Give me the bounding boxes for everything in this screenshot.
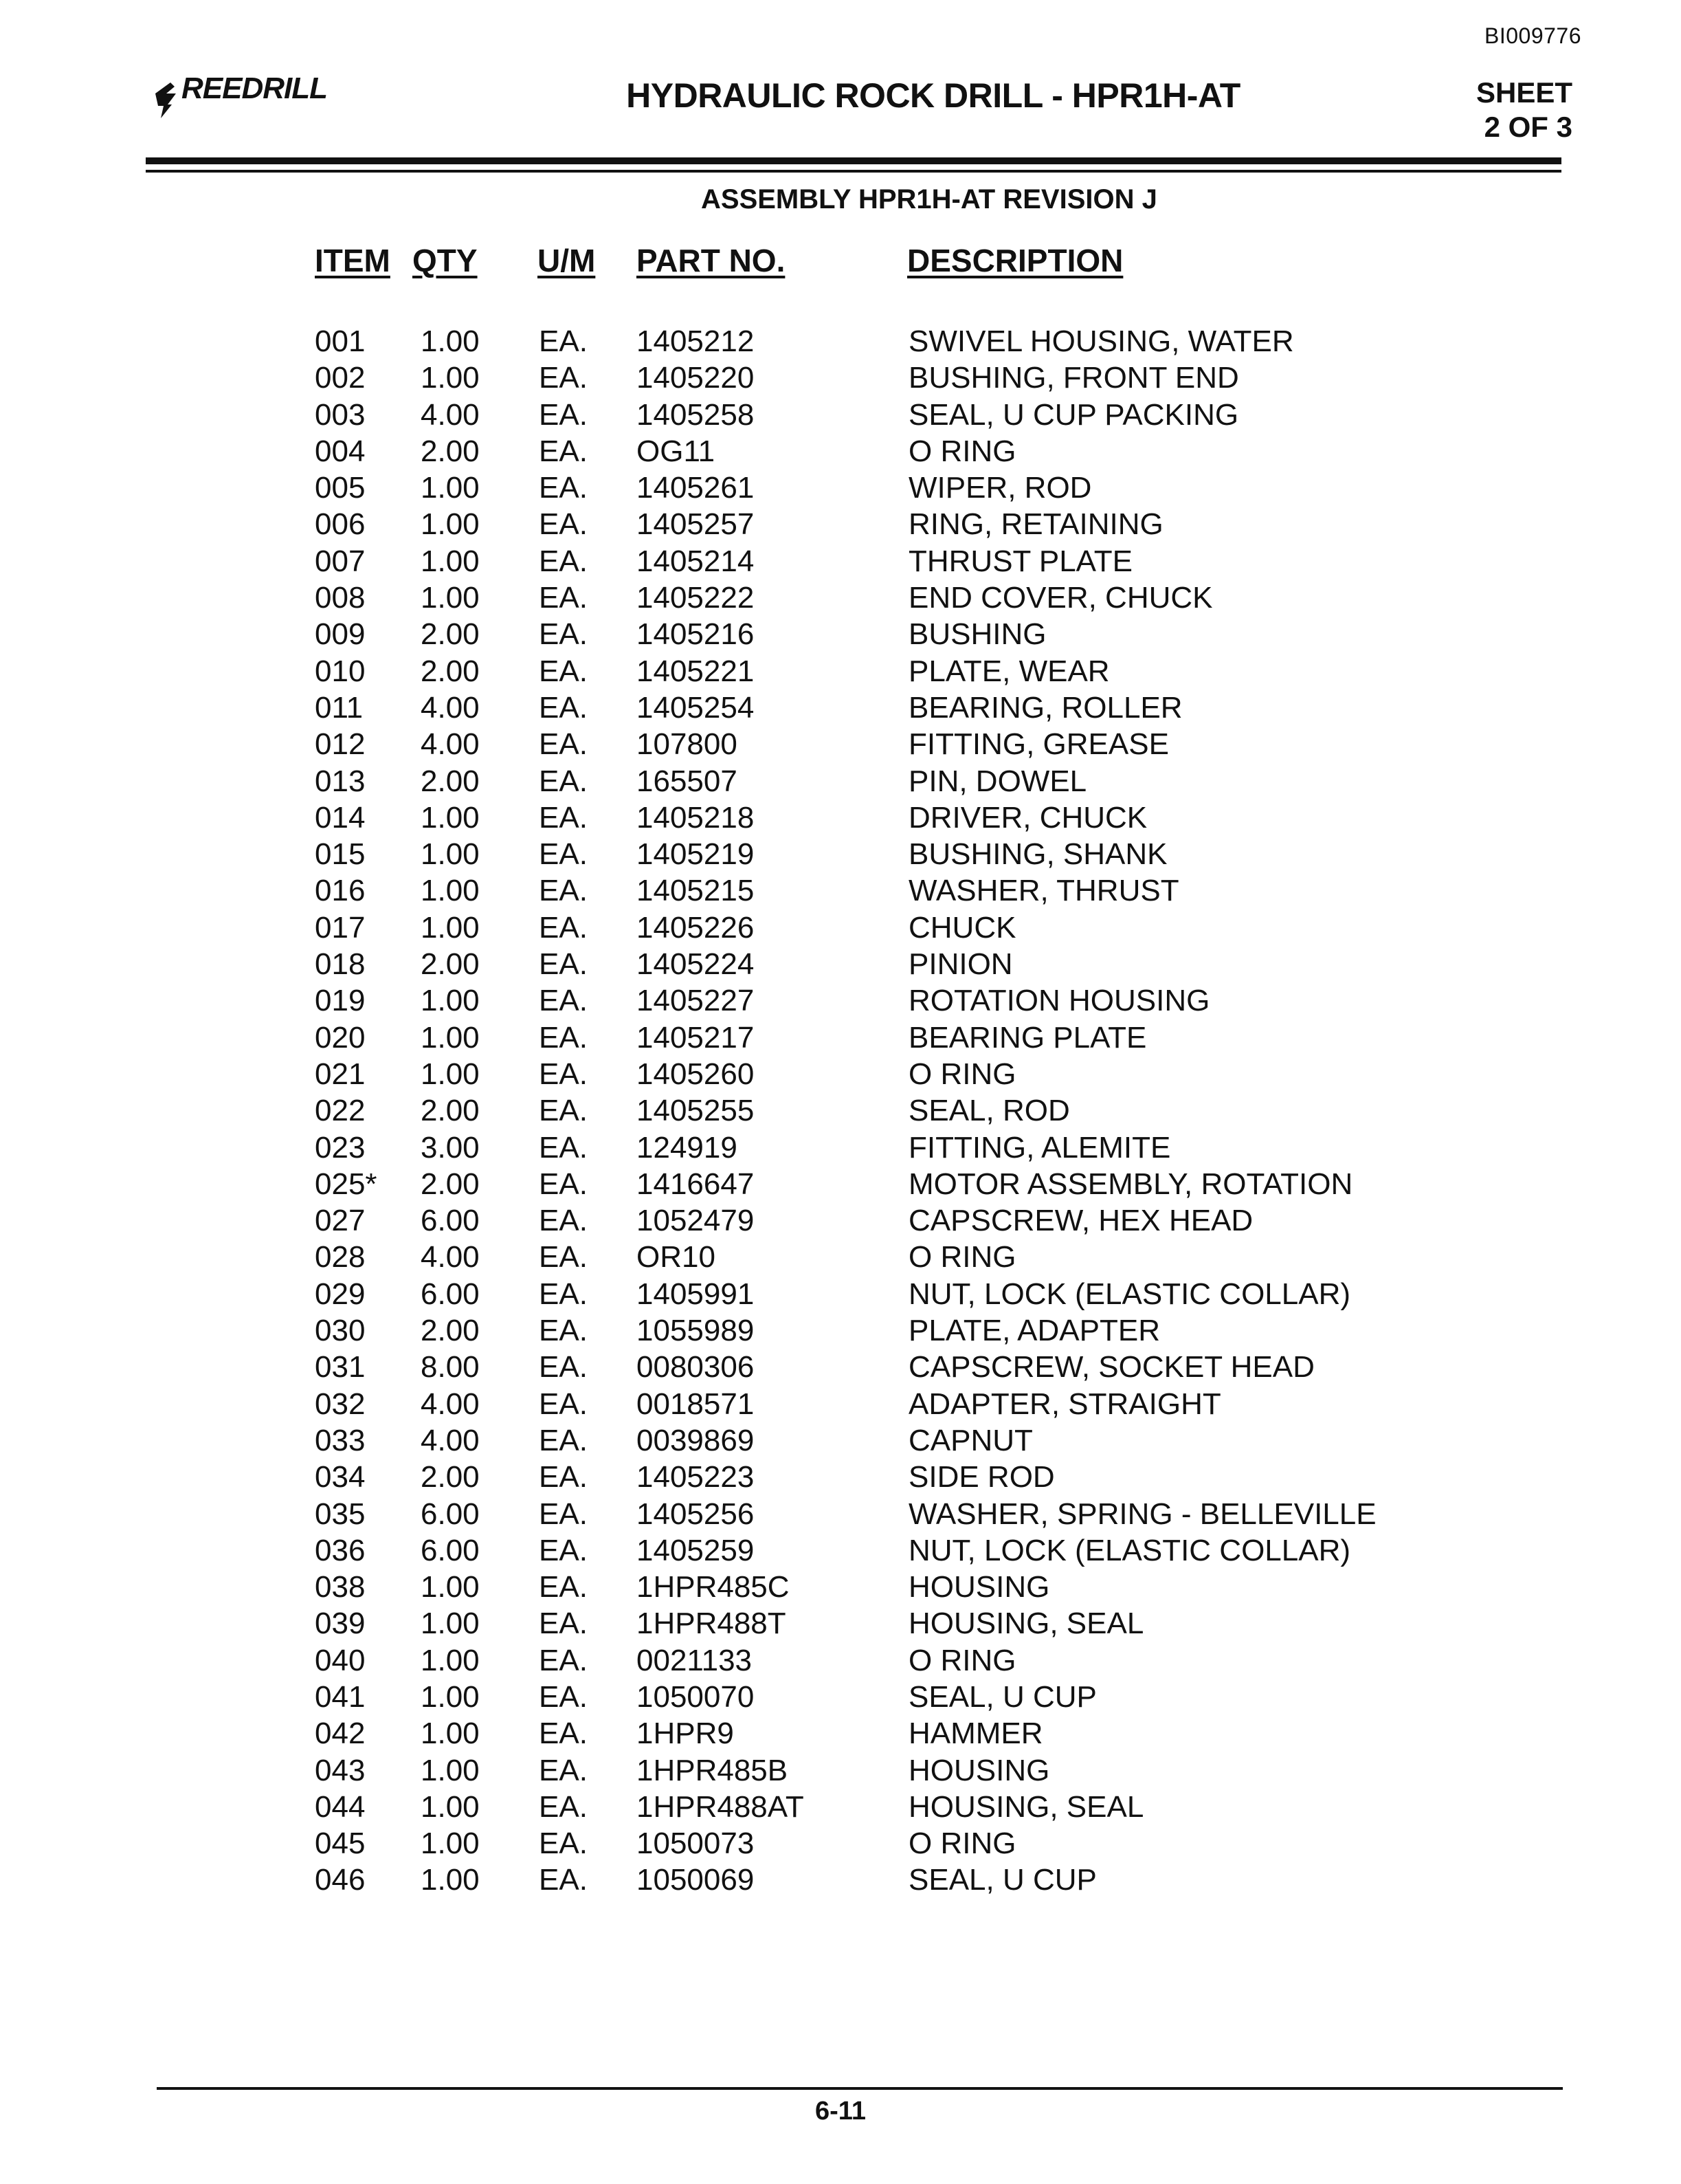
part-number: 1405220 [636, 361, 755, 395]
part-number: 1405221 [636, 654, 755, 688]
quantity: 8.00 [421, 1350, 480, 1385]
part-description: ADAPTER, STRAIGHT [909, 1387, 1221, 1421]
table-row [0, 1752, 1681, 1789]
unit-of-measure: EA. [539, 1607, 588, 1641]
header-rule-thick [146, 157, 1561, 164]
item-number: 008 [315, 581, 366, 615]
part-description: WASHER, THRUST [909, 874, 1179, 908]
table-row [0, 543, 1681, 580]
quantity: 1.00 [421, 1057, 480, 1091]
unit-of-measure: EA. [539, 1533, 588, 1567]
part-number: 1050073 [636, 1827, 755, 1861]
part-number: 1405254 [636, 690, 755, 725]
unit-of-measure: EA. [539, 1679, 588, 1714]
part-description: END COVER, CHUCK [909, 581, 1213, 615]
item-number: 044 [315, 1789, 366, 1824]
unit-of-measure: EA. [539, 617, 588, 652]
quantity: 1.00 [421, 581, 480, 615]
table-row [0, 1239, 1681, 1275]
item-number: 012 [315, 727, 366, 762]
part-description: SEAL, U CUP [909, 1863, 1097, 1897]
unit-of-measure: EA. [539, 1130, 588, 1165]
item-number: 034 [315, 1460, 366, 1494]
part-number: 124919 [636, 1130, 737, 1165]
table-row [0, 763, 1681, 799]
unit-of-measure: EA. [539, 1387, 588, 1421]
part-number: 0080306 [636, 1350, 755, 1385]
part-number: 1405224 [636, 947, 755, 982]
parts-list [0, 323, 1681, 1899]
item-number: 033 [315, 1423, 366, 1457]
item-number: 025* [315, 1167, 377, 1201]
part-description: CAPSCREW, SOCKET HEAD [909, 1350, 1315, 1385]
table-row [0, 836, 1681, 872]
assembly-subtitle: ASSEMBLY HPR1H-AT REVISION J [701, 184, 1157, 214]
unit-of-measure: EA. [539, 1570, 588, 1604]
part-description: O RING [909, 1827, 1016, 1861]
table-row [0, 433, 1681, 470]
item-number: 046 [315, 1863, 366, 1897]
table-row [0, 1789, 1681, 1825]
quantity: 1.00 [421, 1607, 480, 1641]
unit-of-measure: EA. [539, 654, 588, 688]
unit-of-measure: EA. [539, 947, 588, 982]
unit-of-measure: EA. [539, 1643, 588, 1677]
quantity: 1.00 [421, 544, 480, 578]
unit-of-measure: EA. [539, 1863, 588, 1897]
item-number: 029 [315, 1277, 366, 1311]
unit-of-measure: EA. [539, 471, 588, 505]
part-number: 1405255 [636, 1094, 755, 1128]
part-description: O RING [909, 1240, 1016, 1275]
part-description: O RING [909, 434, 1016, 468]
part-number: 1405215 [636, 874, 755, 908]
item-number: 035 [315, 1497, 366, 1531]
part-description: ROTATION HOUSING [909, 984, 1210, 1018]
quantity: 6.00 [421, 1497, 480, 1531]
part-description: SEAL, U CUP [909, 1679, 1097, 1714]
unit-of-measure: EA. [539, 544, 588, 578]
part-description: MOTOR ASSEMBLY, ROTATION [909, 1167, 1353, 1201]
item-number: 002 [315, 361, 366, 395]
table-row [0, 1569, 1681, 1605]
column-header-part-no: PART NO. [636, 243, 786, 278]
unit-of-measure: EA. [539, 1094, 588, 1128]
item-number: 043 [315, 1753, 366, 1787]
table-row [0, 909, 1681, 946]
item-number: 028 [315, 1240, 366, 1275]
part-description: BUSHING [909, 617, 1047, 652]
table-row [0, 1459, 1681, 1495]
sheet-value: 2 OF 3 [1484, 111, 1572, 143]
document-id: BI009776 [1484, 23, 1581, 48]
quantity: 2.00 [421, 654, 480, 688]
unit-of-measure: EA. [539, 397, 588, 432]
table-row [0, 1532, 1681, 1569]
item-number: 018 [315, 947, 366, 982]
item-number: 040 [315, 1643, 366, 1677]
item-number: 016 [315, 874, 366, 908]
part-description: FITTING, GREASE [909, 727, 1169, 762]
unit-of-measure: EA. [539, 837, 588, 872]
table-row [0, 1679, 1681, 1715]
part-number: 1416647 [636, 1167, 755, 1201]
part-description: O RING [909, 1057, 1016, 1091]
part-number: 1405219 [636, 837, 755, 872]
quantity: 1.00 [421, 910, 480, 945]
item-number: 020 [315, 1020, 366, 1055]
item-number: 006 [315, 507, 366, 542]
unit-of-measure: EA. [539, 690, 588, 725]
part-number: 1050069 [636, 1863, 755, 1897]
item-number: 023 [315, 1130, 366, 1165]
table-row [0, 323, 1681, 360]
quantity: 1.00 [421, 324, 480, 358]
item-number: 039 [315, 1607, 366, 1641]
unit-of-measure: EA. [539, 1827, 588, 1861]
part-description: SEAL, U CUP PACKING [909, 397, 1239, 432]
part-number: 1405214 [636, 544, 755, 578]
part-description: DRIVER, CHUCK [909, 800, 1148, 835]
quantity: 1.00 [421, 1789, 480, 1824]
item-number: 017 [315, 910, 366, 945]
part-description: CAPNUT [909, 1423, 1033, 1457]
part-description: BEARING PLATE [909, 1020, 1147, 1055]
table-row [0, 1349, 1681, 1385]
part-description: PLATE, WEAR [909, 654, 1110, 688]
logo-text: REEDRILL [181, 71, 327, 105]
table-row [0, 982, 1681, 1019]
part-description: PLATE, ADAPTER [909, 1314, 1160, 1348]
quantity: 1.00 [421, 1570, 480, 1604]
table-row [0, 1166, 1681, 1202]
part-number: 1405256 [636, 1497, 755, 1531]
quantity: 2.00 [421, 434, 480, 468]
part-number: 1HPR9 [636, 1717, 734, 1751]
quantity: 6.00 [421, 1204, 480, 1238]
part-description: CHUCK [909, 910, 1016, 945]
part-description: SEAL, ROD [909, 1094, 1070, 1128]
item-number: 003 [315, 397, 366, 432]
quantity: 1.00 [421, 874, 480, 908]
unit-of-measure: EA. [539, 1020, 588, 1055]
part-number: 1405259 [636, 1533, 755, 1567]
header-rule-thin [146, 170, 1561, 173]
part-number: 1405223 [636, 1460, 755, 1494]
quantity: 1.00 [421, 1863, 480, 1897]
unit-of-measure: EA. [539, 910, 588, 945]
unit-of-measure: EA. [539, 727, 588, 762]
table-row [0, 1276, 1681, 1312]
part-description: HOUSING, SEAL [909, 1607, 1144, 1641]
part-description: HOUSING [909, 1753, 1050, 1787]
quantity: 4.00 [421, 397, 480, 432]
table-row [0, 1092, 1681, 1129]
part-description: NUT, LOCK (ELASTIC COLLAR) [909, 1277, 1351, 1311]
part-number: 1050070 [636, 1679, 755, 1714]
part-number: 0021133 [636, 1643, 753, 1677]
table-row [0, 1862, 1681, 1898]
unit-of-measure: EA. [539, 874, 588, 908]
unit-of-measure: EA. [539, 764, 588, 798]
part-description: HOUSING, SEAL [909, 1789, 1144, 1824]
part-number: 1405227 [636, 984, 755, 1018]
table-row [0, 1825, 1681, 1862]
part-number: 1405260 [636, 1057, 755, 1091]
item-number: 005 [315, 471, 366, 505]
unit-of-measure: EA. [539, 1167, 588, 1201]
table-row [0, 1715, 1681, 1752]
table-row [0, 1642, 1681, 1679]
quantity: 1.00 [421, 1020, 480, 1055]
document-title-text: HYDRAULIC ROCK DRILL - HPR1H-AT [626, 76, 1240, 115]
part-description: HAMMER [909, 1717, 1043, 1751]
unit-of-measure: EA. [539, 1717, 588, 1751]
table-row [0, 726, 1681, 762]
quantity: 3.00 [421, 1130, 480, 1165]
unit-of-measure: EA. [539, 1314, 588, 1348]
column-header-qty: QTY [412, 243, 478, 278]
unit-of-measure: EA. [539, 361, 588, 395]
unit-of-measure: EA. [539, 581, 588, 615]
part-number: 107800 [636, 727, 737, 762]
table-row [0, 616, 1681, 652]
part-number: 1HPR488T [636, 1607, 786, 1641]
item-number: 045 [315, 1827, 366, 1861]
part-description: SWIVEL HOUSING, WATER [909, 324, 1294, 358]
part-description: SIDE ROD [909, 1460, 1055, 1494]
part-description: HOUSING [909, 1570, 1050, 1604]
part-description: PINION [909, 947, 1013, 982]
item-number: 041 [315, 1679, 366, 1714]
unit-of-measure: EA. [539, 324, 588, 358]
item-number: 001 [315, 324, 366, 358]
footer-rule [157, 2087, 1563, 2090]
quantity: 1.00 [421, 800, 480, 835]
part-number: 165507 [636, 764, 737, 798]
table-row [0, 1312, 1681, 1349]
quantity: 1.00 [421, 837, 480, 872]
item-number: 015 [315, 837, 366, 872]
item-number: 030 [315, 1314, 366, 1348]
unit-of-measure: EA. [539, 1057, 588, 1091]
quantity: 4.00 [421, 1387, 480, 1421]
unit-of-measure: EA. [539, 1277, 588, 1311]
table-row [0, 360, 1681, 396]
table-row [0, 506, 1681, 542]
table-row [0, 1056, 1681, 1092]
part-description: BEARING, ROLLER [909, 690, 1183, 725]
quantity: 2.00 [421, 1314, 480, 1348]
quantity: 2.00 [421, 1167, 480, 1201]
quantity: 4.00 [421, 1240, 480, 1275]
quantity: 4.00 [421, 727, 480, 762]
item-number: 022 [315, 1094, 366, 1128]
table-row [0, 872, 1681, 909]
part-description: BUSHING, FRONT END [909, 361, 1239, 395]
quantity: 1.00 [421, 471, 480, 505]
part-number: 1055989 [636, 1314, 755, 1348]
unit-of-measure: EA. [539, 1204, 588, 1238]
item-number: 031 [315, 1350, 366, 1385]
part-description: WIPER, ROD [909, 471, 1092, 505]
table-row [0, 799, 1681, 836]
table-row [0, 1605, 1681, 1642]
column-header-um: U/M [537, 243, 596, 278]
part-number: 1405216 [636, 617, 755, 652]
unit-of-measure: EA. [539, 1497, 588, 1531]
table-row [0, 580, 1681, 616]
item-number: 004 [315, 434, 366, 468]
unit-of-measure: EA. [539, 1350, 588, 1385]
quantity: 1.00 [421, 984, 480, 1018]
column-header-item: ITEM [315, 243, 390, 278]
quantity: 1.00 [421, 1753, 480, 1787]
table-row [0, 470, 1681, 506]
table-row [0, 1202, 1681, 1239]
part-number: 1405217 [636, 1020, 755, 1055]
quantity: 2.00 [421, 764, 480, 798]
quantity: 4.00 [421, 690, 480, 725]
part-number: 1405991 [636, 1277, 755, 1311]
item-number: 021 [315, 1057, 366, 1091]
unit-of-measure: EA. [539, 1460, 588, 1494]
unit-of-measure: EA. [539, 984, 588, 1018]
part-description: THRUST PLATE [909, 544, 1133, 578]
table-row [0, 653, 1681, 690]
part-number: 0018571 [636, 1387, 755, 1421]
item-number: 019 [315, 984, 366, 1018]
part-number: 1HPR488AT [636, 1789, 804, 1824]
item-number: 027 [315, 1204, 366, 1238]
unit-of-measure: EA. [539, 800, 588, 835]
item-number: 013 [315, 764, 366, 798]
part-number: 0039869 [636, 1423, 755, 1457]
quantity: 2.00 [421, 1460, 480, 1494]
item-number: 010 [315, 654, 366, 688]
table-row [0, 690, 1681, 726]
quantity: 1.00 [421, 1643, 480, 1677]
quantity: 2.00 [421, 1094, 480, 1128]
part-number: 1405222 [636, 581, 755, 615]
part-number: 1405257 [636, 507, 755, 542]
item-number: 009 [315, 617, 366, 652]
unit-of-measure: EA. [539, 434, 588, 468]
sheet-indicator [1449, 76, 1572, 144]
item-number: 011 [315, 690, 364, 725]
quantity: 2.00 [421, 947, 480, 982]
unit-of-measure: EA. [539, 507, 588, 542]
page-number: 6-11 [815, 2097, 866, 2126]
part-description: RING, RETAINING [909, 507, 1164, 542]
part-description: O RING [909, 1643, 1016, 1677]
part-number: OR10 [636, 1240, 715, 1275]
item-number: 038 [315, 1570, 366, 1604]
quantity: 1.00 [421, 1827, 480, 1861]
table-row [0, 1496, 1681, 1532]
item-number: 036 [315, 1533, 366, 1567]
unit-of-measure: EA. [539, 1423, 588, 1457]
part-number: 1052479 [636, 1204, 755, 1238]
quantity: 1.00 [421, 507, 480, 542]
part-number: 1405212 [636, 324, 755, 358]
item-number: 007 [315, 544, 366, 578]
quantity: 2.00 [421, 617, 480, 652]
table-row [0, 1129, 1681, 1166]
table-row [0, 1019, 1681, 1056]
part-description: BUSHING, SHANK [909, 837, 1168, 872]
part-description: FITTING, ALEMITE [909, 1130, 1171, 1165]
part-number: 1405261 [636, 471, 755, 505]
column-header-description: DESCRIPTION [907, 243, 1124, 278]
table-row [0, 397, 1681, 433]
unit-of-measure: EA. [539, 1753, 588, 1787]
item-number: 014 [315, 800, 366, 835]
part-description: CAPSCREW, HEX HEAD [909, 1204, 1254, 1238]
part-number: OG11 [636, 434, 715, 468]
part-number: 1405218 [636, 800, 755, 835]
part-description: NUT, LOCK (ELASTIC COLLAR) [909, 1533, 1351, 1567]
unit-of-measure: EA. [539, 1789, 588, 1824]
quantity: 1.00 [421, 1679, 480, 1714]
part-description: PIN, DOWEL [909, 764, 1087, 798]
part-description: WASHER, SPRING - BELLEVILLE [909, 1497, 1377, 1531]
part-number: 1HPR485C [636, 1570, 790, 1604]
table-row [0, 1422, 1681, 1459]
quantity: 6.00 [421, 1533, 480, 1567]
part-number: 1HPR485B [636, 1753, 788, 1787]
item-number: 032 [315, 1387, 366, 1421]
table-row [0, 946, 1681, 982]
quantity: 1.00 [421, 1717, 480, 1751]
table-row [0, 1386, 1681, 1422]
unit-of-measure: EA. [539, 1240, 588, 1275]
quantity: 4.00 [421, 1423, 480, 1457]
quantity: 6.00 [421, 1277, 480, 1311]
sheet-label: SHEET [1476, 76, 1572, 109]
part-number: 1405226 [636, 910, 755, 945]
part-number: 1405258 [636, 397, 755, 432]
quantity: 1.00 [421, 361, 480, 395]
item-number: 042 [315, 1717, 366, 1751]
document-title [0, 76, 1681, 115]
